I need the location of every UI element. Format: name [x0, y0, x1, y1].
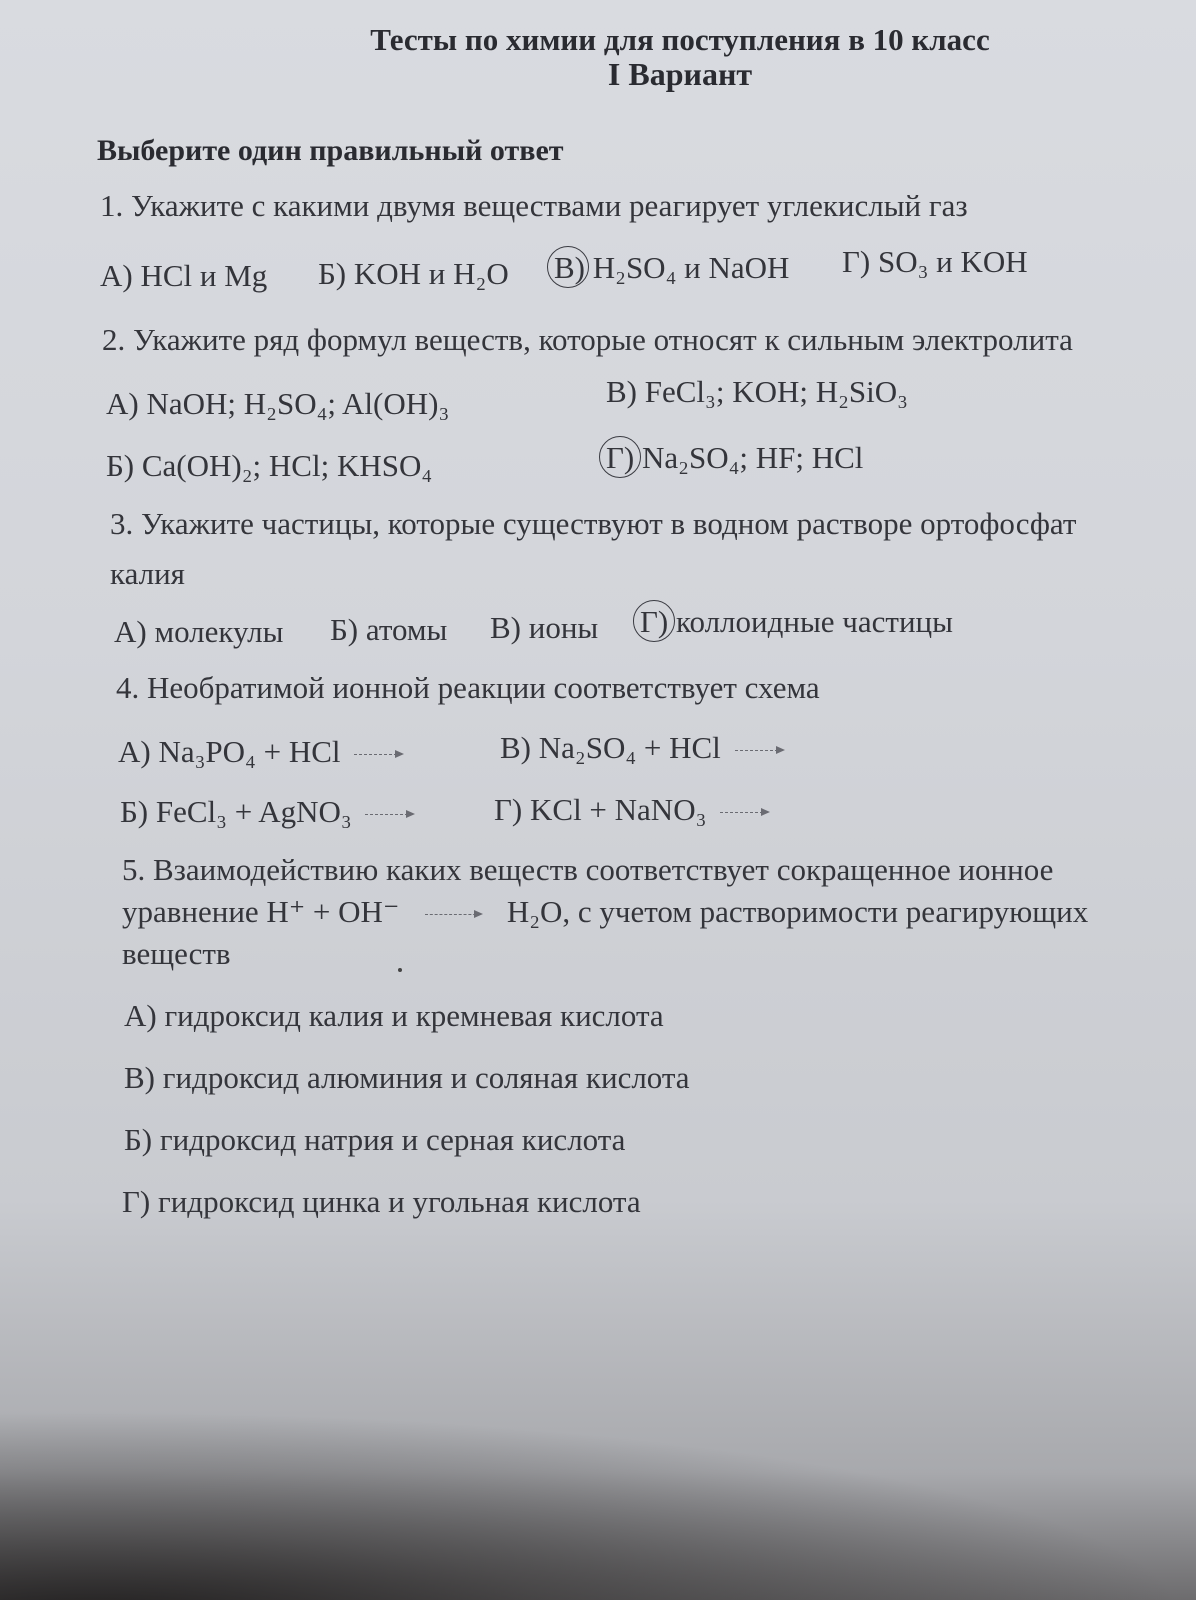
option-text: H₂SO₄ и NaOH — [592, 250, 790, 285]
q5-option-c — [124, 1060, 690, 1096]
question-text: Укажите частицы, которые существуют в водном растворе ортофосфат — [141, 506, 1077, 541]
option-text: FeCl₃; KOH; H₂SiO₃ — [644, 374, 908, 409]
q3-option-d — [640, 604, 953, 640]
q5-option-b — [124, 1122, 625, 1158]
question-5-line-2 — [122, 894, 1088, 930]
q4-option-a — [118, 734, 408, 770]
ink-dot — [398, 968, 402, 972]
option-text: FeCl₃ + AgNO₃ — [155, 794, 352, 829]
option-text: гидроксид калия и кремневая кислота — [164, 998, 664, 1033]
option-letter: Б) — [120, 794, 149, 829]
q3-option-a — [114, 614, 283, 650]
q3-option-b — [330, 612, 447, 648]
question-text: Взаимодействию каких веществ соответствует сокращенное ионное — [153, 852, 1054, 887]
option-text: SO₃ и KOH — [878, 244, 1028, 279]
answer-circle: Г) — [606, 440, 635, 475]
option-letter: Б) — [106, 448, 135, 483]
option-text: Na₃PO₄ + HCl — [158, 734, 341, 769]
question-4 — [116, 670, 820, 706]
option-text: NaOH; H₂SO₄; Al(OH)₃ — [146, 386, 450, 421]
option-text: гидроксид натрия и серная кислота — [159, 1122, 626, 1157]
reaction-arrow-icon — [425, 914, 481, 916]
question-text: Необратимой ионной реакции соответствует схема — [147, 670, 820, 705]
option-letter: А) — [100, 258, 133, 293]
question-number: 4. — [116, 670, 140, 705]
q1-option-b — [318, 256, 509, 292]
option-text: гидроксид алюминия и соляная кислота — [162, 1060, 690, 1095]
question-text: Укажите с какими двумя веществами реагирует углекислый газ — [131, 188, 968, 223]
q1-option-d — [842, 244, 1028, 280]
q4-option-d — [494, 792, 774, 828]
option-text: атомы — [365, 612, 448, 647]
option-text: молекулы — [154, 614, 284, 649]
reaction-arrow-icon — [365, 814, 413, 816]
question-1 — [100, 188, 968, 224]
q5-option-d — [122, 1184, 641, 1220]
question-5 — [122, 852, 1053, 888]
option-letter: В) — [124, 1060, 155, 1095]
instruction: Выберите один правильный ответ — [97, 134, 564, 167]
option-letter: А) — [106, 386, 139, 421]
option-letter: А) — [114, 614, 147, 649]
question-number: 1. — [100, 188, 124, 223]
question-5-line-3: веществ — [122, 936, 231, 971]
reaction-arrow-icon — [735, 750, 783, 752]
option-letter: Б) — [124, 1122, 153, 1157]
option-text: HCl и Mg — [140, 258, 268, 293]
option-letter: А) — [124, 998, 157, 1033]
option-letter: Б) — [318, 256, 347, 291]
variant-label: I Вариант — [607, 56, 753, 92]
option-text: KOH и H₂O — [353, 256, 509, 291]
q2-option-b — [106, 448, 432, 484]
option-text: Na₂SO₄ + HCl — [538, 730, 721, 765]
option-text: ионы — [528, 610, 599, 645]
question-number: 3. — [110, 506, 134, 541]
option-letter: Г) — [842, 244, 871, 279]
question-3 — [110, 506, 1076, 542]
option-letter: В) — [606, 374, 637, 409]
q1-option-a — [100, 258, 267, 294]
question-2 — [102, 322, 1073, 358]
q2-option-c — [606, 374, 908, 410]
question-text: Укажите ряд формул веществ, которые относят к сильным электролита — [133, 322, 1073, 357]
option-letter: Г) — [122, 1184, 151, 1219]
option-text: коллоидные частицы — [676, 604, 953, 639]
option-letter: Б) — [330, 612, 359, 647]
answer-circle: Г) — [640, 604, 669, 639]
question-number: 2. — [102, 322, 126, 357]
q2-option-a — [106, 386, 449, 422]
q5-option-a — [124, 998, 664, 1034]
option-text: Ca(OH)₂; HCl; KHSO₄ — [141, 448, 433, 483]
question-3-line-2: калия — [110, 556, 185, 591]
option-text: Na₂SO₄; HF; HCl — [642, 440, 864, 475]
ionic-equation-right: H₂O, с учетом растворимости реагирующих — [506, 894, 1089, 929]
option-letter: А) — [118, 734, 151, 769]
option-text: гидроксид цинка и угольная кислота — [158, 1184, 641, 1219]
q2-option-d — [606, 440, 863, 476]
q1-option-c — [554, 250, 789, 286]
ionic-equation-left: уравнение H⁺ + OH⁻ — [122, 894, 400, 929]
option-text: KCl + NaNO₃ — [530, 792, 707, 827]
reaction-arrow-icon — [354, 754, 402, 756]
answer-circle: В) — [554, 250, 585, 285]
option-letter: В) — [490, 610, 521, 645]
q3-option-c — [490, 610, 598, 646]
option-letter: Г) — [494, 792, 523, 827]
q4-option-b — [120, 794, 419, 830]
question-number: 5. — [122, 852, 146, 887]
option-letter: В) — [500, 730, 531, 765]
q4-option-c — [500, 730, 789, 766]
page-title: Тесты по химии для поступления в 10 класс — [370, 22, 990, 57]
reaction-arrow-icon — [720, 812, 768, 814]
